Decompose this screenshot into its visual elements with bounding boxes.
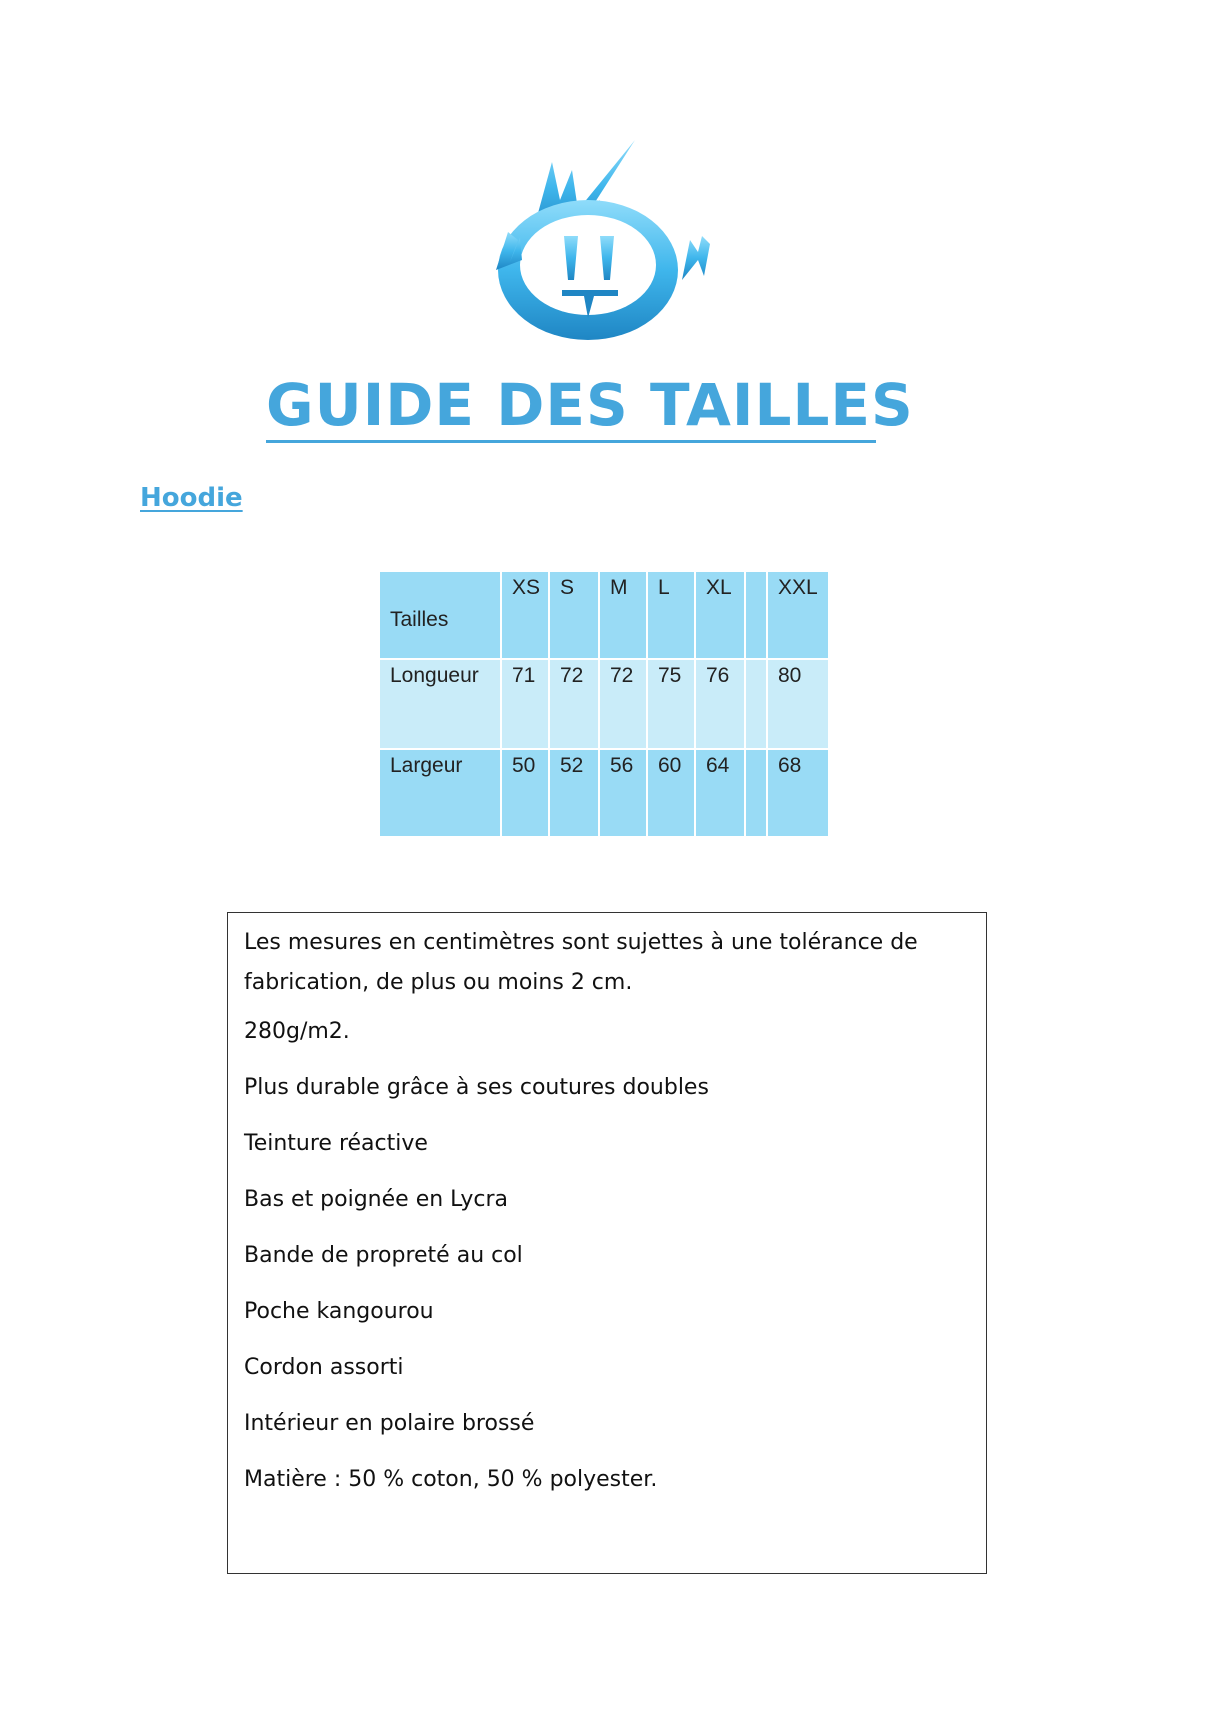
table-cell xyxy=(745,749,767,837)
detail-line: Poche kangourou xyxy=(244,1299,434,1324)
table-cell: 56 xyxy=(599,749,647,837)
size-header: S xyxy=(549,571,599,659)
row-label: Largeur xyxy=(379,749,501,837)
detail-line: Intérieur en polaire brossé xyxy=(244,1411,535,1436)
size-header: XL xyxy=(695,571,745,659)
table-row xyxy=(379,571,829,659)
detail-line: Bas et poignée en Lycra xyxy=(244,1187,509,1212)
detail-line: 280g/m2. xyxy=(244,1019,350,1044)
table-cell: 72 xyxy=(599,659,647,749)
table-cell: 52 xyxy=(549,749,599,837)
detail-line: Teinture réactive xyxy=(244,1131,428,1156)
table-cell: 80 xyxy=(767,659,829,749)
table-cell: 50 xyxy=(501,749,549,837)
size-header xyxy=(745,571,767,659)
table-cell: 72 xyxy=(549,659,599,749)
product-details-box xyxy=(227,912,987,1574)
row-label: Longueur xyxy=(379,659,501,749)
table-row xyxy=(379,659,829,749)
detail-line: Cordon assorti xyxy=(244,1355,404,1380)
page-title: GUIDE DES TAILLES xyxy=(266,371,914,439)
brand-logo xyxy=(460,140,760,370)
row-label: Tailles xyxy=(379,571,501,659)
title-underline xyxy=(266,440,876,443)
size-header: XS xyxy=(501,571,549,659)
table-cell: 76 xyxy=(695,659,745,749)
section-heading: Hoodie xyxy=(140,483,243,513)
size-table xyxy=(378,570,830,838)
detail-line: Bande de propreté au col xyxy=(244,1243,523,1268)
table-row xyxy=(379,749,829,837)
table-cell: 75 xyxy=(647,659,695,749)
table-cell: 60 xyxy=(647,749,695,837)
detail-line: Plus durable grâce à ses coutures doubles xyxy=(244,1075,709,1100)
detail-line: Matière : 50 % coton, 50 % polyester. xyxy=(244,1467,658,1492)
table-cell xyxy=(745,659,767,749)
table-cell: 64 xyxy=(695,749,745,837)
size-header: L xyxy=(647,571,695,659)
size-header: XXL xyxy=(767,571,829,659)
size-header: M xyxy=(599,571,647,659)
detail-line: Les mesures en centimètres sont sujettes à une tolérance de fabrication, de plus ou moins 2 cm. xyxy=(244,930,918,995)
table-cell: 68 xyxy=(767,749,829,837)
table-cell: 71 xyxy=(501,659,549,749)
